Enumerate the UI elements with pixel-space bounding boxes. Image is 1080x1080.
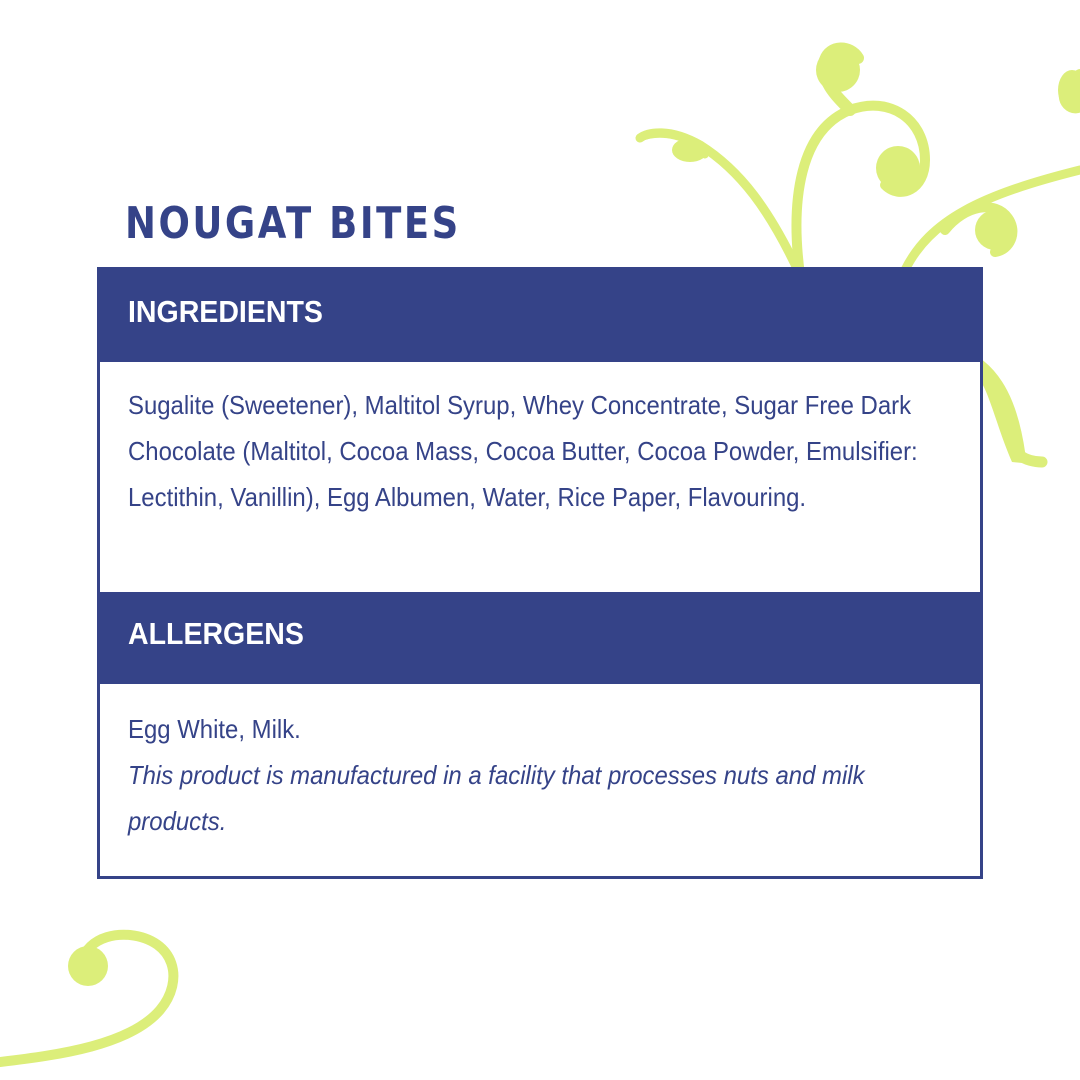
ingredients-heading: INGREDIENTS bbox=[128, 294, 323, 329]
ingredients-body bbox=[128, 382, 968, 520]
allergen-notice-content: This product is manufactured in a facility that processes nuts and milk products. bbox=[128, 760, 865, 836]
ingredients-text bbox=[128, 382, 968, 520]
allergens-heading: ALLERGENS bbox=[128, 616, 304, 651]
allergens-text bbox=[128, 706, 968, 752]
allergen-notice bbox=[128, 752, 968, 844]
page-title: NOUGAT BITES bbox=[125, 198, 461, 249]
allergens-header bbox=[100, 592, 980, 684]
allergens-text-content: Egg White, Milk. bbox=[128, 714, 301, 744]
allergens-body bbox=[128, 706, 968, 844]
product-info-panel bbox=[97, 267, 983, 879]
ingredients-text-content: Sugalite (Sweetener), Maltitol Syrup, Whey Concentrate, Sugar Free Dark Chocolate (Maltitol, Cocoa Mass, Cocoa Butter, Cocoa Powder, Emulsifier: Lectithin, Vanillin), Egg Albumen, Water, Rice Paper, Flavouring. bbox=[128, 390, 918, 512]
ingredients-header bbox=[100, 270, 980, 362]
